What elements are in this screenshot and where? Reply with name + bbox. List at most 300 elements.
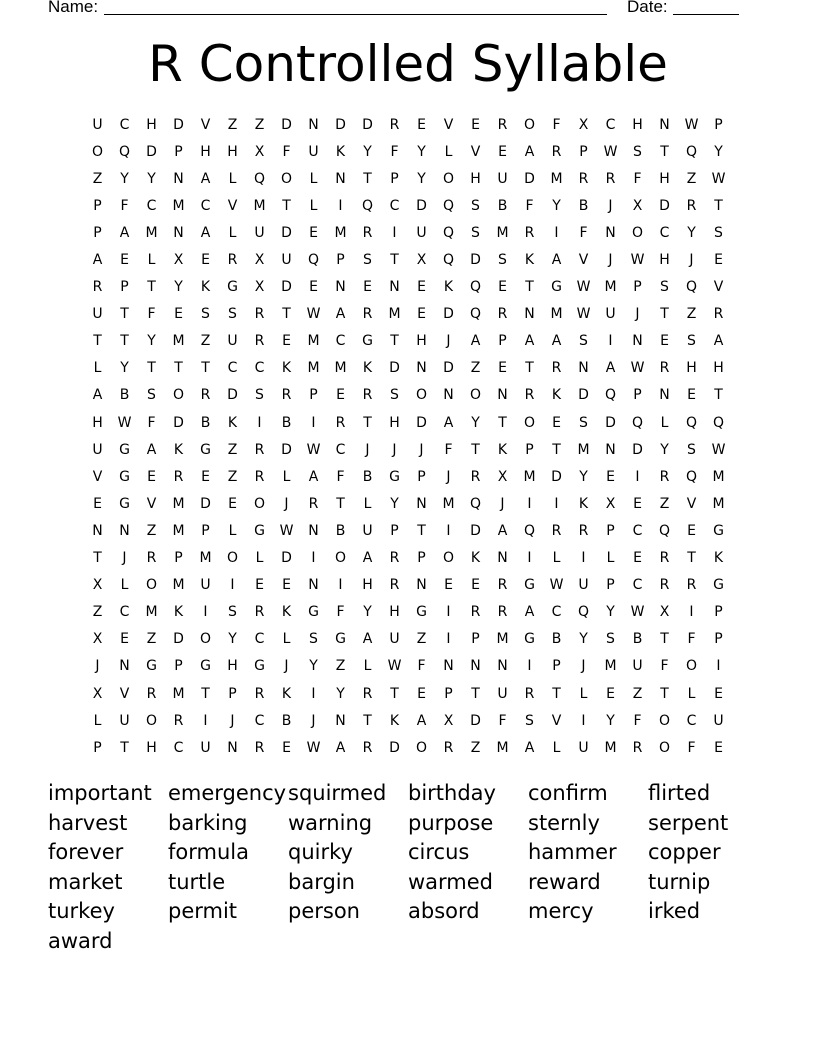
grid-letter[interactable]: N <box>497 658 508 675</box>
grid-letter[interactable]: R <box>146 685 157 702</box>
grid-letter[interactable]: T <box>660 143 669 160</box>
grid-letter[interactable]: D <box>416 197 427 214</box>
grid-letter[interactable]: Z <box>254 116 265 133</box>
grid-letter[interactable]: W <box>306 441 321 458</box>
grid-letter[interactable]: N <box>416 495 427 512</box>
grid-letter[interactable]: D <box>443 360 454 377</box>
grid-letter[interactable]: H <box>227 143 238 160</box>
grid-letter[interactable]: R <box>146 550 157 567</box>
grid-letter[interactable]: L <box>93 712 102 729</box>
grid-letter[interactable]: S <box>228 604 237 621</box>
grid-letter[interactable]: D <box>362 116 373 133</box>
grid-letter[interactable]: N <box>605 224 616 241</box>
grid-letter[interactable]: X <box>92 631 103 648</box>
grid-letter[interactable]: A <box>119 224 130 241</box>
grid-letter[interactable]: M <box>334 224 347 241</box>
grid-letter[interactable]: C <box>119 604 130 621</box>
grid-letter[interactable]: N <box>497 550 508 567</box>
grid-letter[interactable]: K <box>281 604 292 621</box>
grid-letter[interactable]: F <box>336 604 345 621</box>
grid-letter[interactable]: C <box>632 522 643 539</box>
grid-letter[interactable]: D <box>146 143 157 160</box>
grid-letter[interactable]: P <box>93 739 102 756</box>
grid-letter[interactable]: F <box>498 712 507 729</box>
grid-letter[interactable]: N <box>416 360 427 377</box>
grid-letter[interactable]: I <box>230 577 235 594</box>
grid-letter[interactable]: D <box>551 468 562 485</box>
grid-letter[interactable]: I <box>446 604 451 621</box>
grid-letter[interactable]: Z <box>227 441 238 458</box>
grid-letter[interactable]: M <box>604 658 617 675</box>
grid-letter[interactable]: R <box>497 116 508 133</box>
grid-letter[interactable]: L <box>147 252 156 269</box>
grid-letter[interactable]: O <box>415 739 428 756</box>
grid-letter[interactable]: M <box>253 197 266 214</box>
grid-letter[interactable]: E <box>471 577 480 594</box>
grid-letter[interactable]: R <box>470 468 481 485</box>
grid-letter[interactable]: T <box>282 197 291 214</box>
grid-letter[interactable]: X <box>92 685 103 702</box>
grid-letter[interactable]: R <box>524 685 535 702</box>
grid-letter[interactable]: O <box>226 550 239 567</box>
grid-letter[interactable]: J <box>122 550 127 567</box>
grid-letter[interactable]: Q <box>442 197 455 214</box>
grid-letter[interactable]: P <box>579 143 588 160</box>
grid-letter[interactable]: R <box>470 604 481 621</box>
grid-letter[interactable]: T <box>93 333 102 350</box>
grid-letter[interactable]: O <box>685 658 698 675</box>
grid-letter[interactable]: A <box>524 739 535 756</box>
grid-letter[interactable]: P <box>120 279 129 296</box>
grid-letter[interactable]: I <box>581 712 586 729</box>
grid-letter[interactable]: U <box>605 306 616 323</box>
grid-letter[interactable]: X <box>416 252 427 269</box>
grid-letter[interactable]: R <box>713 306 724 323</box>
grid-letter[interactable]: G <box>551 279 562 296</box>
grid-letter[interactable]: P <box>174 658 183 675</box>
grid-letter[interactable]: T <box>660 631 669 648</box>
grid-letter[interactable]: K <box>470 550 481 567</box>
grid-letter[interactable]: K <box>497 441 508 458</box>
grid-letter[interactable]: F <box>660 658 669 675</box>
grid-letter[interactable]: D <box>200 495 211 512</box>
grid-letter[interactable]: G <box>146 658 157 675</box>
grid-letter[interactable]: N <box>119 522 130 539</box>
grid-letter[interactable]: K <box>173 441 184 458</box>
grid-letter[interactable]: C <box>119 116 130 133</box>
grid-letter[interactable]: X <box>578 116 589 133</box>
grid-letter[interactable]: R <box>659 360 670 377</box>
grid-letter[interactable]: A <box>308 468 319 485</box>
grid-letter[interactable]: U <box>92 306 103 323</box>
grid-letter[interactable]: H <box>470 170 481 187</box>
grid-letter[interactable]: R <box>551 143 562 160</box>
grid-letter[interactable]: J <box>689 252 694 269</box>
grid-letter[interactable]: Q <box>712 414 725 431</box>
grid-letter[interactable]: D <box>281 116 292 133</box>
grid-letter[interactable]: R <box>578 170 589 187</box>
grid-letter[interactable]: T <box>147 279 156 296</box>
grid-letter[interactable]: S <box>390 387 399 404</box>
grid-letter[interactable]: Z <box>686 170 697 187</box>
grid-letter[interactable]: P <box>390 170 399 187</box>
grid-letter[interactable]: Y <box>552 197 561 214</box>
grid-letter[interactable]: E <box>417 279 426 296</box>
grid-letter[interactable]: R <box>227 252 238 269</box>
grid-letter[interactable]: K <box>281 360 292 377</box>
grid-letter[interactable]: N <box>659 387 670 404</box>
grid-letter[interactable]: B <box>200 414 211 431</box>
grid-letter[interactable]: O <box>658 712 671 729</box>
grid-letter[interactable]: S <box>255 387 264 404</box>
grid-letter[interactable]: F <box>282 143 291 160</box>
grid-letter[interactable]: F <box>147 414 156 431</box>
grid-letter[interactable]: S <box>363 252 372 269</box>
grid-letter[interactable]: U <box>254 224 265 241</box>
grid-letter[interactable]: C <box>200 197 211 214</box>
grid-letter[interactable]: R <box>659 550 670 567</box>
grid-letter[interactable]: H <box>713 360 724 377</box>
grid-letter[interactable]: D <box>389 360 400 377</box>
grid-letter[interactable]: Z <box>416 631 427 648</box>
grid-letter[interactable]: T <box>120 739 129 756</box>
grid-letter[interactable]: T <box>390 685 399 702</box>
grid-letter[interactable]: T <box>120 333 129 350</box>
grid-letter[interactable]: E <box>201 252 210 269</box>
grid-letter[interactable]: E <box>309 279 318 296</box>
grid-letter[interactable]: D <box>281 441 292 458</box>
grid-letter[interactable]: E <box>498 360 507 377</box>
grid-letter[interactable]: Y <box>363 143 372 160</box>
grid-letter[interactable]: J <box>419 441 424 458</box>
grid-letter[interactable]: T <box>714 197 723 214</box>
grid-letter[interactable]: J <box>608 252 613 269</box>
grid-letter[interactable]: P <box>228 685 237 702</box>
grid-letter[interactable]: F <box>417 658 426 675</box>
grid-letter[interactable]: F <box>525 197 534 214</box>
grid-letter[interactable]: D <box>443 306 454 323</box>
grid-letter[interactable]: K <box>443 279 454 296</box>
grid-letter[interactable]: D <box>632 441 643 458</box>
grid-letter[interactable]: R <box>497 577 508 594</box>
grid-letter[interactable]: L <box>93 360 102 377</box>
grid-letter[interactable]: H <box>227 658 238 675</box>
grid-letter[interactable]: I <box>311 685 316 702</box>
grid-letter[interactable]: R <box>362 685 373 702</box>
grid-letter[interactable]: F <box>687 739 696 756</box>
grid-letter[interactable]: Z <box>92 170 103 187</box>
grid-letter[interactable]: W <box>576 279 591 296</box>
grid-letter[interactable]: C <box>686 712 697 729</box>
grid-letter[interactable]: Z <box>92 604 103 621</box>
grid-letter[interactable]: R <box>173 712 184 729</box>
grid-letter[interactable]: J <box>446 333 451 350</box>
grid-letter[interactable]: G <box>254 658 265 675</box>
grid-letter[interactable]: K <box>524 252 535 269</box>
grid-letter[interactable]: N <box>173 170 184 187</box>
grid-letter[interactable]: E <box>552 414 561 431</box>
grid-letter[interactable]: Q <box>442 224 455 241</box>
grid-letter[interactable]: X <box>443 712 454 729</box>
grid-letter[interactable]: S <box>579 333 588 350</box>
grid-letter[interactable]: A <box>470 333 481 350</box>
grid-letter[interactable]: E <box>606 685 615 702</box>
grid-letter[interactable]: N <box>524 306 535 323</box>
grid-letter[interactable]: I <box>257 414 262 431</box>
grid-letter[interactable]: H <box>389 414 400 431</box>
grid-letter[interactable]: D <box>605 414 616 431</box>
grid-letter[interactable]: V <box>92 468 103 485</box>
grid-letter[interactable]: U <box>200 739 211 756</box>
grid-letter[interactable]: M <box>604 739 617 756</box>
grid-letter[interactable]: J <box>284 495 289 512</box>
grid-letter[interactable]: F <box>687 631 696 648</box>
grid-letter[interactable]: W <box>630 252 645 269</box>
grid-letter[interactable]: Z <box>470 360 481 377</box>
grid-letter[interactable]: I <box>581 550 586 567</box>
grid-letter[interactable]: L <box>120 577 129 594</box>
grid-letter[interactable]: C <box>173 739 184 756</box>
grid-letter[interactable]: T <box>363 414 372 431</box>
grid-letter[interactable]: M <box>496 224 509 241</box>
grid-letter[interactable]: R <box>605 170 616 187</box>
grid-letter[interactable]: C <box>254 631 265 648</box>
grid-letter[interactable]: G <box>713 522 724 539</box>
grid-letter[interactable]: L <box>660 414 669 431</box>
grid-letter[interactable]: X <box>254 252 265 269</box>
grid-letter[interactable]: E <box>282 739 291 756</box>
grid-letter[interactable]: Q <box>523 522 536 539</box>
grid-letter[interactable]: O <box>469 387 482 404</box>
grid-letter[interactable]: I <box>527 550 532 567</box>
grid-letter[interactable]: A <box>200 224 211 241</box>
grid-letter[interactable]: I <box>554 224 559 241</box>
grid-letter[interactable]: Y <box>417 143 426 160</box>
grid-letter[interactable]: G <box>713 577 724 594</box>
grid-letter[interactable]: R <box>92 279 103 296</box>
grid-letter[interactable]: T <box>120 306 129 323</box>
grid-letter[interactable]: R <box>362 306 373 323</box>
grid-letter[interactable]: V <box>200 116 211 133</box>
grid-letter[interactable]: V <box>551 712 562 729</box>
grid-letter[interactable]: I <box>554 495 559 512</box>
grid-letter[interactable]: M <box>496 739 509 756</box>
grid-letter[interactable]: W <box>387 658 402 675</box>
grid-letter[interactable]: R <box>389 116 400 133</box>
grid-letter[interactable]: L <box>309 170 318 187</box>
grid-letter[interactable]: P <box>471 631 480 648</box>
grid-letter[interactable]: N <box>443 387 454 404</box>
grid-letter[interactable]: A <box>362 631 373 648</box>
grid-letter[interactable]: Q <box>307 252 320 269</box>
grid-letter[interactable]: O <box>415 387 428 404</box>
grid-letter[interactable]: T <box>363 170 372 187</box>
grid-letter[interactable]: M <box>145 604 158 621</box>
grid-letter[interactable]: E <box>444 577 453 594</box>
grid-letter[interactable]: Y <box>579 468 588 485</box>
grid-letter[interactable]: C <box>551 604 562 621</box>
grid-letter[interactable]: K <box>173 604 184 621</box>
grid-letter[interactable]: L <box>255 550 264 567</box>
grid-letter[interactable]: I <box>446 522 451 539</box>
grid-letter[interactable]: N <box>632 333 643 350</box>
grid-letter[interactable]: C <box>254 712 265 729</box>
grid-letter[interactable]: K <box>335 143 346 160</box>
grid-letter[interactable]: Q <box>442 252 455 269</box>
grid-letter[interactable]: X <box>632 197 643 214</box>
grid-letter[interactable]: S <box>471 197 480 214</box>
grid-letter[interactable]: R <box>173 468 184 485</box>
grid-letter[interactable]: O <box>172 387 185 404</box>
grid-letter[interactable]: Y <box>687 224 696 241</box>
grid-letter[interactable]: I <box>689 604 694 621</box>
grid-letter[interactable]: D <box>659 197 670 214</box>
grid-letter[interactable]: V <box>686 495 697 512</box>
grid-letter[interactable]: H <box>362 577 373 594</box>
grid-letter[interactable]: Y <box>363 604 372 621</box>
grid-letter[interactable]: F <box>633 712 642 729</box>
grid-letter[interactable]: B <box>551 631 562 648</box>
grid-letter[interactable]: P <box>633 387 642 404</box>
grid-letter[interactable]: P <box>174 143 183 160</box>
grid-letter[interactable]: T <box>714 387 723 404</box>
grid-letter[interactable]: Z <box>227 116 238 133</box>
grid-letter[interactable]: U <box>362 522 373 539</box>
grid-letter[interactable]: Y <box>147 170 156 187</box>
grid-letter[interactable]: D <box>173 631 184 648</box>
grid-letter[interactable]: B <box>578 197 589 214</box>
grid-letter[interactable]: P <box>93 197 102 214</box>
grid-letter[interactable]: T <box>687 550 696 567</box>
grid-letter[interactable]: Z <box>335 658 346 675</box>
grid-letter[interactable]: J <box>311 712 316 729</box>
grid-letter[interactable]: H <box>200 143 211 160</box>
grid-letter[interactable]: Z <box>146 522 157 539</box>
grid-letter[interactable]: N <box>335 712 346 729</box>
grid-letter[interactable]: W <box>306 306 321 323</box>
grid-letter[interactable]: M <box>523 468 536 485</box>
grid-letter[interactable]: O <box>523 414 536 431</box>
grid-letter[interactable]: X <box>659 604 670 621</box>
grid-letter[interactable]: A <box>92 387 103 404</box>
grid-letter[interactable]: R <box>335 414 346 431</box>
grid-letter[interactable]: O <box>334 550 347 567</box>
grid-letter[interactable]: I <box>203 712 208 729</box>
grid-letter[interactable]: C <box>227 360 238 377</box>
grid-letter[interactable]: G <box>200 441 211 458</box>
grid-letter[interactable]: F <box>336 468 345 485</box>
grid-letter[interactable]: R <box>254 468 265 485</box>
grid-letter[interactable]: F <box>444 441 453 458</box>
grid-letter[interactable]: N <box>308 522 319 539</box>
grid-letter[interactable]: P <box>201 522 210 539</box>
grid-letter[interactable]: F <box>120 197 129 214</box>
grid-letter[interactable]: J <box>95 658 100 675</box>
grid-letter[interactable]: L <box>363 658 372 675</box>
grid-letter[interactable]: R <box>389 550 400 567</box>
grid-letter[interactable]: J <box>635 306 640 323</box>
grid-letter[interactable]: D <box>173 414 184 431</box>
grid-letter[interactable]: T <box>390 252 399 269</box>
grid-letter[interactable]: G <box>119 468 130 485</box>
grid-letter[interactable]: T <box>417 522 426 539</box>
grid-letter[interactable]: M <box>604 279 617 296</box>
grid-letter[interactable]: S <box>633 143 642 160</box>
grid-letter[interactable]: X <box>497 468 508 485</box>
grid-letter[interactable]: Q <box>685 468 698 485</box>
grid-letter[interactable]: I <box>311 550 316 567</box>
grid-letter[interactable]: I <box>527 658 532 675</box>
grid-letter[interactable]: E <box>417 306 426 323</box>
grid-letter[interactable]: W <box>630 604 645 621</box>
grid-letter[interactable]: C <box>146 197 157 214</box>
grid-letter[interactable]: E <box>417 685 426 702</box>
grid-letter[interactable]: H <box>659 170 670 187</box>
grid-letter[interactable]: B <box>632 631 643 648</box>
grid-letter[interactable]: T <box>147 360 156 377</box>
grid-letter[interactable]: M <box>577 441 590 458</box>
grid-letter[interactable]: E <box>498 143 507 160</box>
grid-letter[interactable]: M <box>172 685 185 702</box>
grid-letter[interactable]: T <box>363 712 372 729</box>
grid-letter[interactable]: Y <box>390 495 399 512</box>
grid-letter[interactable]: K <box>713 550 724 567</box>
grid-letter[interactable]: D <box>389 739 400 756</box>
grid-letter[interactable]: Y <box>174 279 183 296</box>
grid-letter[interactable]: T <box>471 685 480 702</box>
grid-letter[interactable]: E <box>714 685 723 702</box>
grid-letter[interactable]: T <box>552 441 561 458</box>
grid-letter[interactable]: P <box>633 279 642 296</box>
grid-letter[interactable]: L <box>363 495 372 512</box>
grid-letter[interactable]: N <box>659 116 670 133</box>
grid-letter[interactable]: E <box>228 495 237 512</box>
grid-letter[interactable]: I <box>338 577 343 594</box>
grid-letter[interactable]: O <box>91 143 104 160</box>
grid-letter[interactable]: T <box>525 360 534 377</box>
grid-letter[interactable]: V <box>146 495 157 512</box>
grid-letter[interactable]: O <box>280 170 293 187</box>
grid-letter[interactable]: M <box>199 550 212 567</box>
grid-letter[interactable]: X <box>173 252 184 269</box>
grid-letter[interactable]: O <box>253 495 266 512</box>
grid-letter[interactable]: D <box>416 414 427 431</box>
grid-letter[interactable]: Y <box>228 631 237 648</box>
grid-letter[interactable]: P <box>606 577 615 594</box>
grid-letter[interactable]: D <box>470 522 481 539</box>
grid-letter[interactable]: N <box>335 279 346 296</box>
grid-letter[interactable]: I <box>716 658 721 675</box>
grid-letter[interactable]: A <box>713 333 724 350</box>
grid-letter[interactable]: M <box>172 577 185 594</box>
grid-letter[interactable]: Z <box>659 495 670 512</box>
grid-letter[interactable]: W <box>711 170 726 187</box>
grid-letter[interactable]: I <box>311 414 316 431</box>
grid-letter[interactable]: Q <box>685 414 698 431</box>
grid-letter[interactable]: H <box>146 116 157 133</box>
grid-letter[interactable]: Y <box>606 712 615 729</box>
grid-letter[interactable]: O <box>523 116 536 133</box>
grid-letter[interactable]: T <box>390 333 399 350</box>
grid-letter[interactable]: S <box>147 387 156 404</box>
grid-letter[interactable]: M <box>172 495 185 512</box>
grid-letter[interactable]: A <box>362 550 373 567</box>
grid-letter[interactable]: E <box>255 577 264 594</box>
grid-letter[interactable]: W <box>306 739 321 756</box>
grid-letter[interactable]: M <box>496 631 509 648</box>
grid-letter[interactable]: G <box>200 658 211 675</box>
grid-letter[interactable]: Z <box>470 739 481 756</box>
